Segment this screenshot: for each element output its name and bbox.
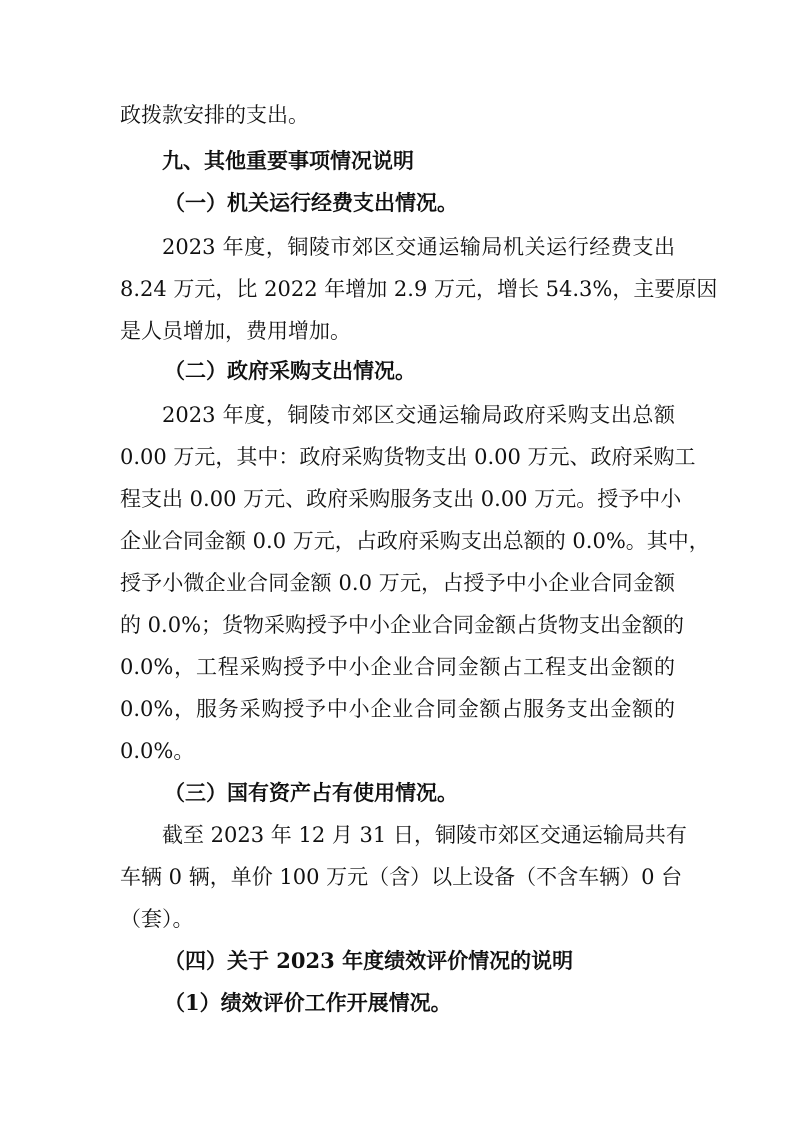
subheading-operating-expenses: （一）机关运行经费支出情况。 <box>164 190 458 215</box>
paragraph-line: 2023 年度，铜陵市郊区交通运输局机关运行经费支出 <box>162 235 675 259</box>
paragraph-line: 程支出 0.00 万元、政府采购服务支出 0.00 万元。授予中小 <box>120 487 682 511</box>
paragraph-line: （套）。 <box>120 907 194 931</box>
subheading-procurement: （二）政府采购支出情况。 <box>164 358 416 383</box>
paragraph-line: 0.00 万元，其中：政府采购货物支出 0.00 万元、政府采购工 <box>120 445 696 469</box>
paragraph-line: 是人员增加，费用增加。 <box>120 319 351 343</box>
paragraph-line: 截至 2023 年 12 月 31 日，铜陵市郊区交通运输局共有 <box>162 823 687 847</box>
subheading-state-assets: （三）国有资产占有使用情况。 <box>164 780 458 805</box>
paragraph-line: 0.0%。 <box>120 739 195 763</box>
paragraph-line: 车辆 0 辆，单价 100 万元（含）以上设备（不含车辆）0 台 <box>120 865 683 889</box>
paragraph-line: 的 0.0%；货物采购授予中小企业合同金额占货物支出金额的 <box>120 613 685 637</box>
paragraph-line: 政拨款安排的支出。 <box>120 103 309 127</box>
paragraph-line: 0.0%，工程采购授予中小企业合同金额占工程支出金额的 <box>120 655 675 679</box>
section-heading-other-matters: 九、其他重要事项情况说明 <box>162 148 414 173</box>
paragraph-line: 2023 年度，铜陵市郊区交通运输局政府采购支出总额 <box>162 403 675 427</box>
paragraph-line: 0.0%，服务采购授予中小企业合同金额占服务支出金额的 <box>120 697 675 721</box>
paragraph-line: 授予小微企业合同金额 0.0 万元，占授予中小企业合同金额 <box>120 571 675 595</box>
subheading-performance-evaluation: （四）关于 2023 年度绩效评价情况的说明 <box>164 948 574 973</box>
paragraph-line: 8.24 万元，比 2022 年增加 2.9 万元，增长 54.3%，主要原因 <box>120 277 718 301</box>
paragraph-line: 企业合同金额 0.0 万元，占政府采购支出总额的 0.0%。其中， <box>120 529 710 553</box>
subheading-evaluation-work: （1）绩效评价工作开展情况。 <box>164 990 452 1015</box>
